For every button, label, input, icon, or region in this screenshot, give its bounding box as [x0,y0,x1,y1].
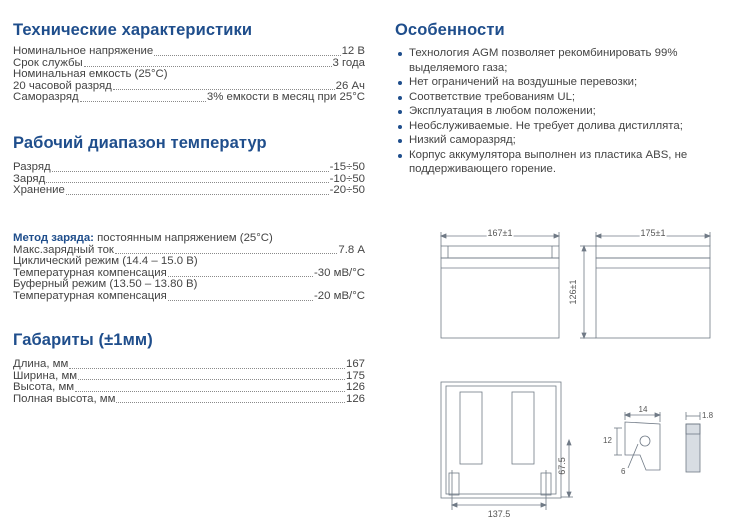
spec-label: Срок службы [13,56,83,69]
spec-label: Номинальное напряжение [13,45,154,57]
temps-title: Рабочий диапазон температур [13,134,267,152]
temp-label: Разряд [13,161,51,173]
feature-item: Соответствие требованиям UL; [395,90,710,105]
temp-label: Хранение [13,184,65,197]
spec-value: 26 Ач [335,79,365,92]
feature-item: Низкий саморазряд; [395,133,710,148]
temp-value: -15÷50 [329,161,365,173]
dim-label: Высота, мм [13,381,75,394]
charge-label: Температурная компенсация [13,289,167,302]
feature-item: Необслуживаемые. Не требует долива дистиллята; [395,119,710,134]
terminal-hole-label: 6 [621,467,626,476]
charge-label: Циклический режим (14.4 – 15.0 В) [13,255,198,268]
temp-label: Заряд [13,172,46,185]
dim-value: 126 [345,392,365,405]
spec-label: Саморазряд [13,91,79,104]
charge-value: -20 мВ/°C [313,289,365,302]
side-width-label: 175±1 [640,228,666,238]
dim-label: Ширина, мм [13,369,78,382]
features-title: Особенности [395,21,505,39]
charge-label: Температурная компенсация [13,266,167,279]
dims-title: Габариты (±1мм) [13,331,153,349]
terminal-thickness-label: 1.8 [702,411,714,420]
dim-label: Полная высота, мм [13,392,116,405]
dim-value: 126 [345,381,365,394]
dim-value: 167 [345,358,365,370]
temp-value: -10÷50 [329,172,365,185]
feature-item: Эксплуатация в любом положении; [395,104,710,119]
height-label: 126±1 [568,279,578,305]
feature-item: Нет ограничений на воздушные перевозки; [395,75,710,90]
terminal-width-label: 14 [638,405,648,414]
spec-label: 20 часовой разряд [13,79,112,92]
spec-value: 12 В [341,45,365,57]
charge-label: Буферный режим (13.50 – 13.80 В) [13,278,198,291]
spec-value: 3% емкости в месяц при 25°C [206,91,365,104]
front-view [441,232,559,338]
side-view [580,232,710,338]
spec-value: 3 года [332,56,365,69]
top-width-label: 137.5 [487,509,511,519]
charge-value: -30 мВ/°C [313,266,365,279]
terminal-detail [614,412,700,472]
dim-value: 175 [345,369,365,382]
feature-item: Технология AGM позволяет рекомбинировать 99% выделяемого газа; [395,46,710,75]
front-width-label: 167±1 [487,228,513,238]
charge-label: Макс.зарядный ток [13,243,114,256]
top-height-label: 67.5 [557,457,567,475]
feature-item: Корпус аккумулятора выполнен из пластика ABS, не поддерживающего горение. [395,148,710,177]
temp-value: -20÷50 [329,184,365,197]
terminal-height-label: 12 [603,436,612,445]
charge-value: 7.8 А [338,243,365,256]
top-view [441,382,573,510]
spec-label: Номинальная емкость (25°C) [13,68,168,81]
charge-method-text: постоянным напряжением (25°C) [93,232,273,244]
charge-method-label: Метод заряда: [13,232,94,244]
specs-title: Технические характеристики [13,21,253,39]
dim-label: Длина, мм [13,358,69,370]
